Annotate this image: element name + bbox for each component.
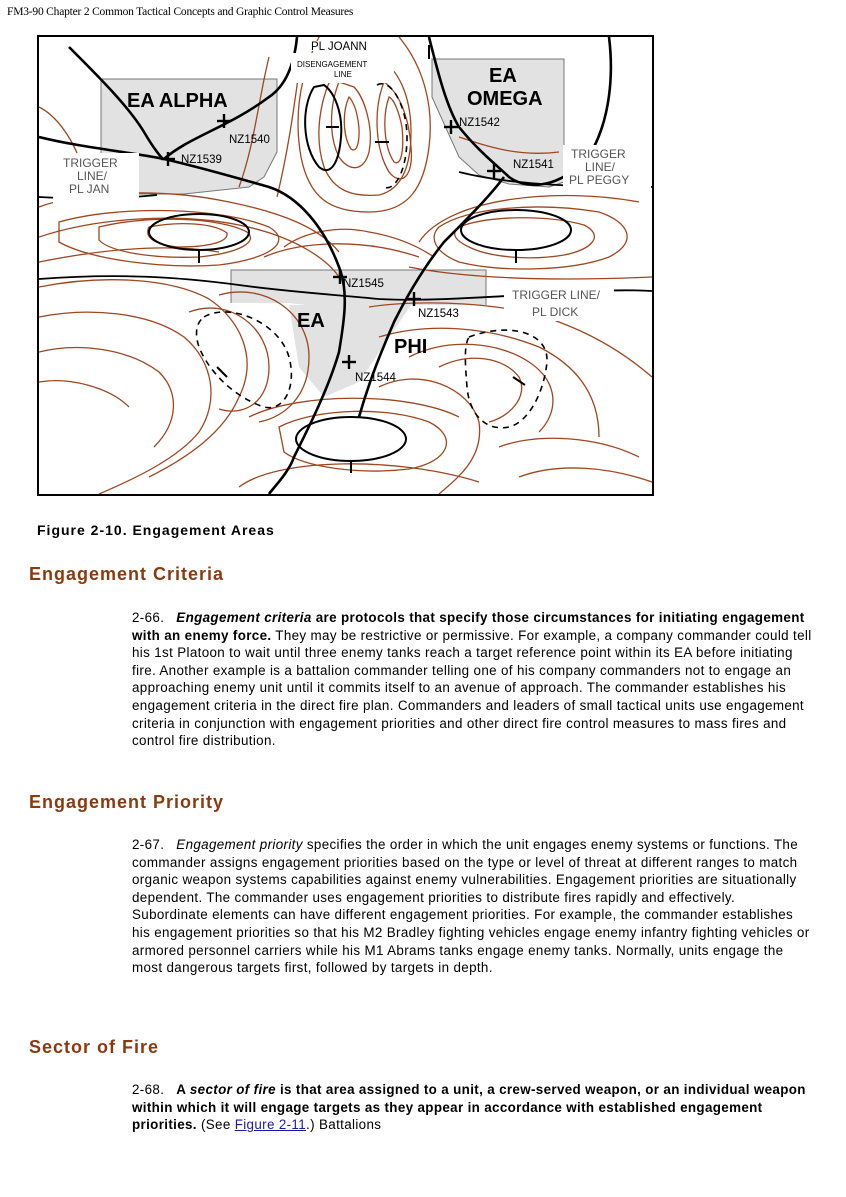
definition-bold: are protocols that specify those circumstances for initiating engagement with an enemy force.: [132, 610, 805, 643]
label-nz1545: NZ1545: [343, 278, 384, 290]
label-nz1541: NZ1541: [513, 159, 554, 171]
label-nz1540: NZ1540: [229, 134, 270, 146]
label-trigger-dick-1: TRIGGER LINE/: [512, 288, 601, 302]
paragraph-2-68: [132, 1081, 812, 1134]
label-nz1544: NZ1544: [355, 372, 396, 384]
label-trigger-dick-2: PL DICK: [532, 305, 579, 319]
label-ea-phi-1: EA: [297, 310, 325, 332]
label-nz1543: NZ1543: [418, 308, 459, 320]
label-disengagement-2: LINE: [334, 70, 352, 79]
heading-engagement-criteria: Engagement Criteria: [29, 564, 225, 584]
label-pl-joann: PL JOANN: [311, 41, 367, 53]
term-engagement-criteria: Engagement criteria: [176, 610, 312, 625]
label-nz1539: NZ1539: [181, 154, 222, 166]
label-ea-omega-2: OMEGA: [467, 88, 543, 110]
figure-caption: Figure 2-10. Engagement Areas: [37, 522, 275, 538]
label-ea-phi-2: PHI: [394, 336, 428, 358]
paragraph-body: specifies the order in which the unit engages enemy systems or functions. The commander assigns engagement priorities based on the type or level of threat at different ranges to match organic weapon systems capabilities against enemy vulnerabilities. Engagement priorities are situationally dependent. The commander uses engagement priorities to distribute fires rapidly and effectively. Subordinate elements can have different engagement priorities. For example, the commander establishes his engagement priorities so that his M2 Bradley fighting vehicles engage enemy infantry fighting vehicles or armored personnel carriers while his M1 Abrams tanks engage enemy tanks. Normally, units engage the most dangerous targets first, followed by targets in depth.: [132, 837, 810, 976]
engagement-areas-figure: [37, 35, 654, 496]
label-trigger-jan-3: PL JAN: [69, 182, 110, 196]
label-disengagement-1: DISENGAGEMENT: [297, 60, 368, 69]
see-prefix: (See: [196, 1117, 235, 1133]
term-engagement-priority: Engagement priority: [176, 837, 303, 852]
definition-bold: is that area assigned to a unit, a crew-served weapon, or an individual weapon within which it will engage targets as they appear in accordance with established engagement priorities.: [132, 1082, 806, 1133]
paragraph-number: 2-66.: [132, 610, 165, 625]
running-header: FM3-90 Chapter 2 Common Tactical Concepts and Graphic Control Measures: [7, 6, 354, 18]
paragraph-number: 2-67.: [132, 837, 165, 852]
figure-2-11-link[interactable]: Figure 2-11: [234, 1117, 307, 1133]
label-trigger-jan-1: TRIGGER: [63, 156, 118, 170]
paragraph-body: They may be restrictive or permissive. For example, a company commander could tell his 1st Platoon to wait until three enemy tanks reach a target reference point within its EA before initiating fire. Another example is a battalion commander telling one of his company commanders not to engage an approaching enemy unit until it commits itself to an avenue of approach. The commander establishes his engagement criteria in the direct fire plan. Commanders and leaders of small tactical units use engagement criteria in conjunction with engagement priorities and other direct fire control measures to mass fires and control fire distribution.: [132, 627, 812, 749]
paragraph-2-66: [132, 609, 812, 750]
label-ea-omega-1: EA: [489, 65, 517, 87]
paragraph-2-67: [132, 836, 812, 977]
see-suffix: .) Battalions: [306, 1117, 382, 1133]
label-trigger-peggy-2: LINE/: [585, 160, 616, 174]
heading-sector-of-fire: Sector of Fire: [29, 1037, 160, 1057]
paragraph-number: 2-68.: [132, 1082, 165, 1097]
label-trigger-jan-2: LINE/: [77, 169, 108, 183]
label-nz1542: NZ1542: [459, 117, 500, 129]
label-trigger-peggy-1: TRIGGER: [571, 147, 626, 161]
term-sector-of-fire: sector of fire: [189, 1082, 276, 1097]
label-ea-alpha: EA ALPHA: [127, 90, 228, 112]
definition-article: A: [176, 1082, 190, 1097]
heading-engagement-priority: Engagement Priority: [29, 792, 225, 812]
label-trigger-peggy-3: PL PEGGY: [569, 173, 630, 187]
